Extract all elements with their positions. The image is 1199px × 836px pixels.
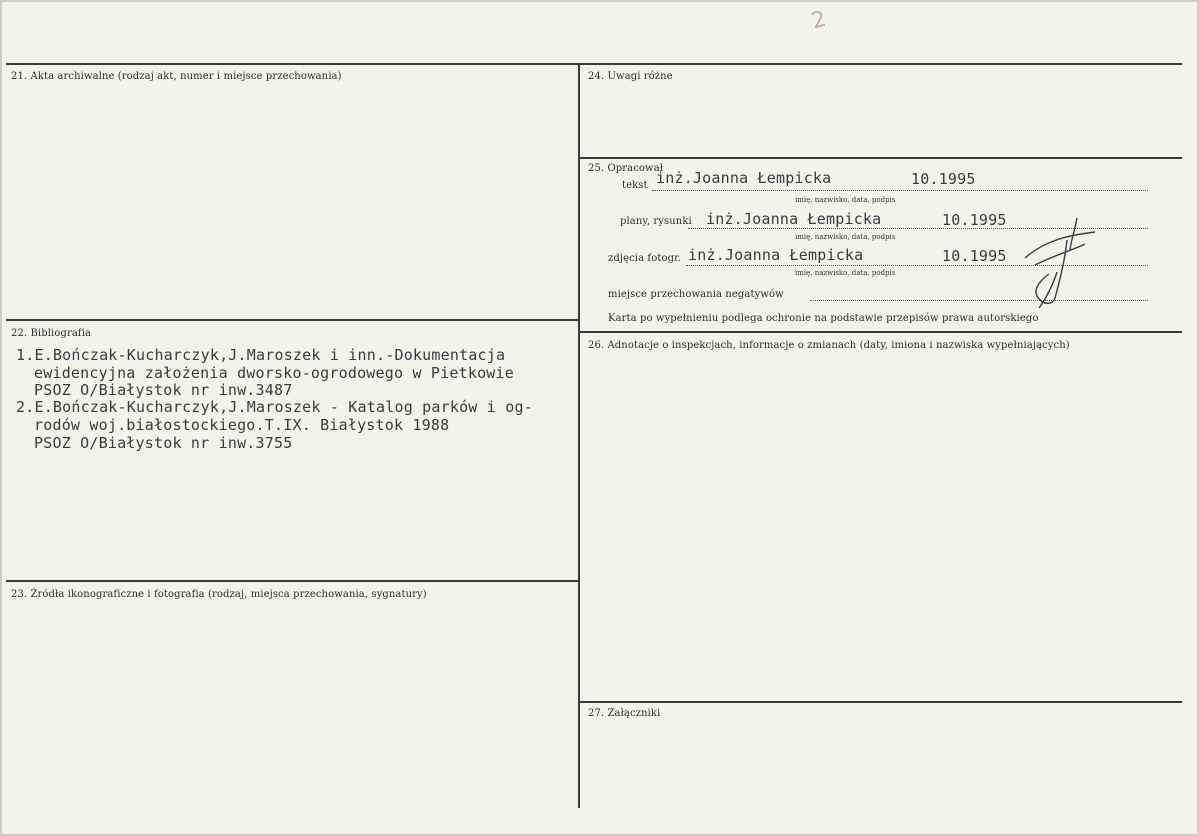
rule-22-23 — [6, 580, 578, 582]
bibliography-line: PSOZ O/Białystok nr inw.3487 — [34, 381, 293, 399]
tekst-dotted-line — [652, 190, 1148, 191]
plany-label: plany, rysunki — [620, 216, 692, 227]
plany-caption: imię, nazwisko, data, podpis — [795, 233, 896, 241]
rule-25-26 — [580, 331, 1182, 333]
rule-24-25 — [580, 157, 1182, 159]
section-27-label: 27. Załączniki — [588, 708, 661, 719]
signature — [1015, 210, 1105, 310]
bibliography-line: 2.E.Bończak-Kucharczyk,J.Maroszek - Katalog parków i og- — [16, 398, 533, 416]
section-25-label: 25. Opracował — [588, 163, 664, 174]
section-22-label: 22. Bibliografia — [11, 328, 92, 339]
section-26-label: 26. Adnotacje o inspekcjach, informacje o zmianach (daty, imiona i nazwiska wypełniających) — [588, 340, 1070, 351]
plany-value: inż.Joanna Łempicka — [706, 210, 882, 228]
tekst-label: tekst — [622, 180, 648, 191]
header-mark: 2 — [809, 6, 830, 35]
bibliography-line: 1.E.Bończak-Kucharczyk,J.Maroszek i inn.-Dokumentacja — [16, 346, 506, 364]
tekst-caption: imię, nazwisko, data, podpis — [795, 196, 896, 204]
zdjecia-value: inż.Joanna Łempicka — [688, 246, 864, 264]
negatywy-label: miejsce przechowania negatywów — [608, 289, 784, 300]
zdjecia-caption: imię, nazwisko, data, podpis — [795, 269, 896, 277]
plany-date: 10.1995 — [942, 211, 1007, 229]
section-23-label: 23. Źródła ikonograficzne i fotografia (rodzaj, miejsca przechowania, sygnatury) — [11, 589, 427, 600]
section-24-label: 24. Uwagi różne — [588, 71, 673, 82]
bibliography-line: PSOZ O/Białystok nr inw.3755 — [34, 434, 293, 452]
rule-26-27 — [580, 701, 1182, 703]
rule-21-22 — [6, 319, 578, 321]
section-21-label: 21. Akta archiwalne (rodzaj akt, numer i miejsce przechowania) — [11, 71, 342, 82]
zdjecia-date: 10.1995 — [942, 247, 1007, 265]
center-divider — [578, 63, 580, 808]
tekst-date: 10.1995 — [911, 170, 976, 188]
bibliography-line: ewidencyjna założenia dworsko-ogrodowego w Pietkowie — [34, 364, 514, 382]
tekst-value: inż.Joanna Łempicka — [656, 169, 832, 187]
top-rule — [6, 63, 1182, 65]
bibliography-line: rodów woj.białostockiego.T.IX. Białystok 1988 — [34, 416, 450, 434]
zdjecia-label: zdjęcia fotogr. — [608, 253, 682, 264]
copyright-notice: Karta po wypełnieniu podlega ochronie na podstawie przepisów prawa autorskiego — [608, 313, 1039, 324]
